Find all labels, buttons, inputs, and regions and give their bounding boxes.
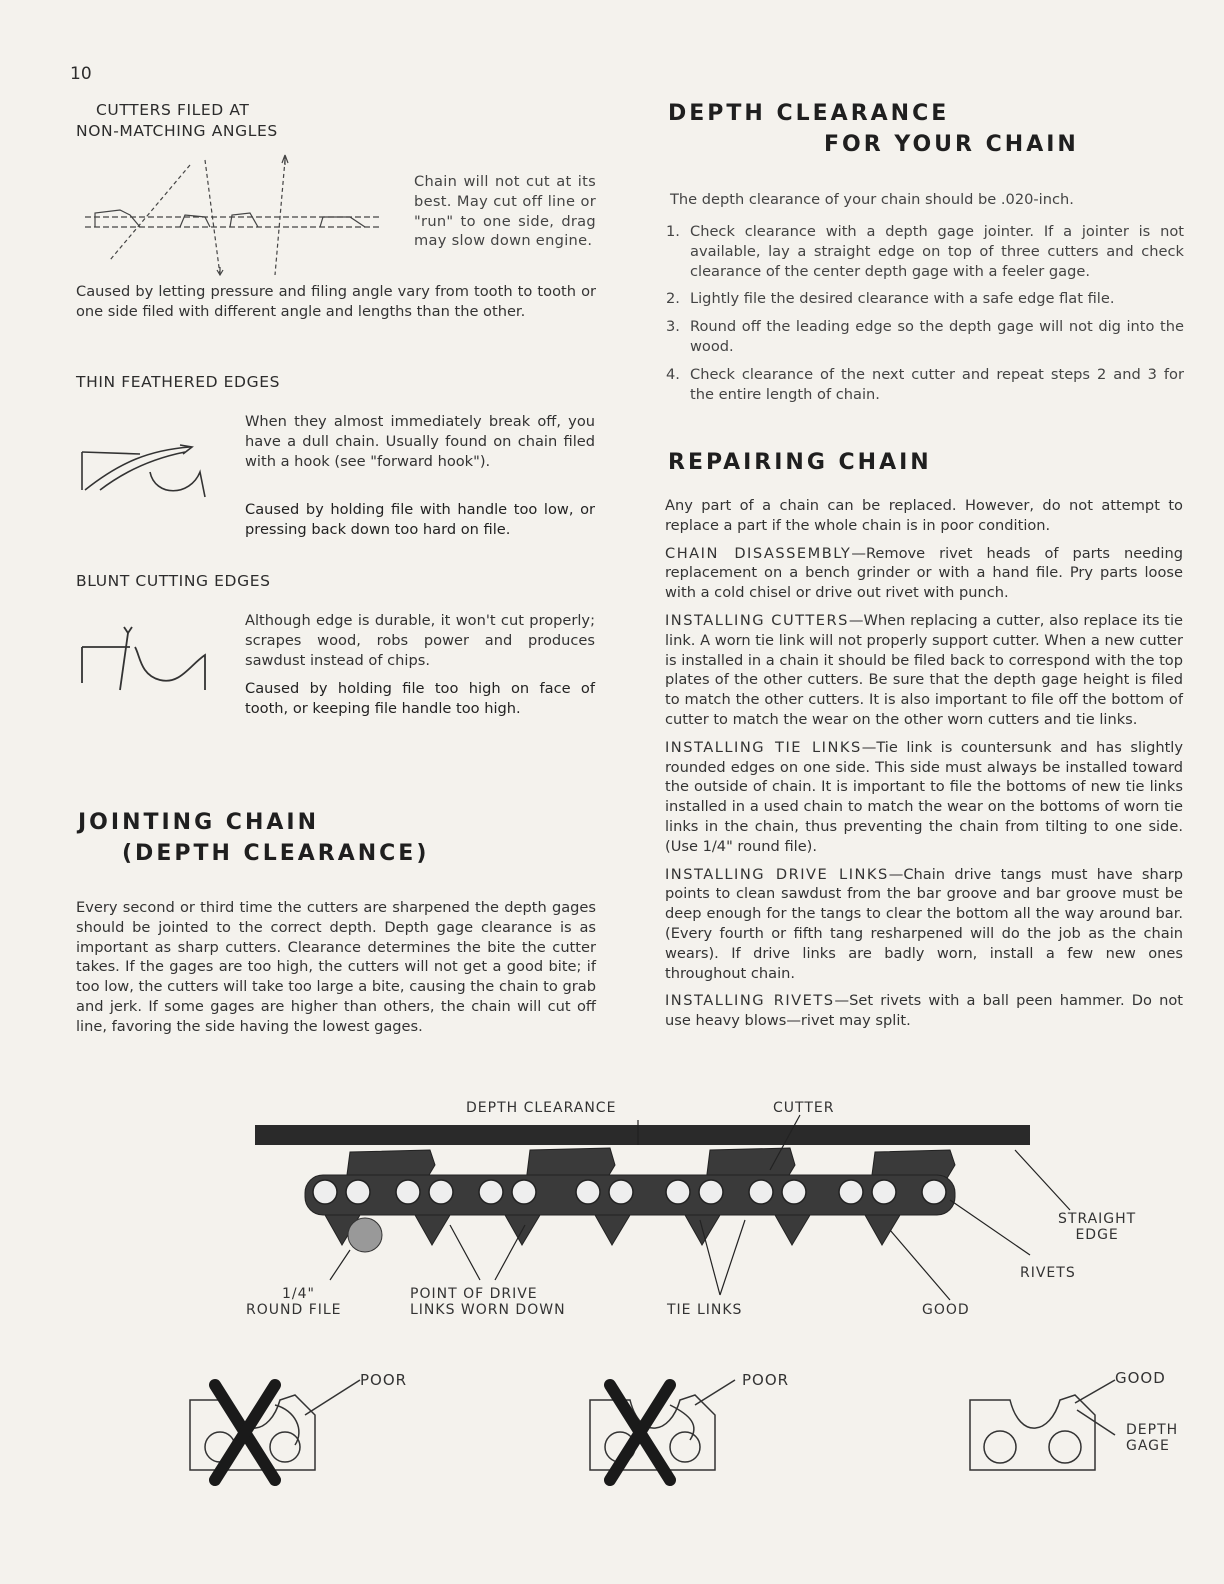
step-number: 1. (666, 223, 680, 240)
depth-step (666, 222, 1184, 281)
rivet (839, 1180, 863, 1204)
section-title-jointing-chain (78, 807, 429, 869)
rivet (576, 1180, 600, 1204)
blunt-edge-illustration (80, 625, 210, 695)
repair-item (665, 991, 1183, 1031)
step-text: Check clearance with a depth gage jointer. If a jointer is not available, lay a straight edge on top of three cutters and check clearance of the center depth gage with a feeler gage. (690, 223, 1184, 280)
repair-item (665, 611, 1183, 730)
repair-item (665, 865, 1183, 984)
chain-diagram (250, 1120, 1040, 1270)
depth-title-line-1: DEPTH CLEARANCE (668, 101, 950, 126)
title-line-1: CUTTERS FILED AT (96, 101, 250, 119)
section-title-blunt-cutting: BLUNT CUTTING EDGES (76, 572, 271, 590)
page-number: 10 (70, 64, 92, 84)
label-rivets: RIVETS (1020, 1265, 1076, 1281)
round-file-section (348, 1218, 382, 1252)
repair-item-head: INSTALLING TIE LINKS (665, 738, 862, 756)
repair-item-text: —When replacing a cutter, also replace its tie link. A worn tie link will not properly support cutter. When a new cutter is installed in a chain it should be filed back to correspond with the top plates of the other cutters. Be sure that the depth gage height is filed to match the other cutters. It is also important to file off the bottom of cutter to match the wear on the other worn cutters and tie links. (665, 611, 1183, 728)
step-text: Round off the leading edge so the depth gage will not dig into the wood. (690, 318, 1184, 355)
label-depth: DEPTH (1126, 1422, 1179, 1438)
label-depth-clearance: DEPTH CLEARANCE (466, 1100, 617, 1116)
label-straight-edge (1058, 1211, 1136, 1243)
rivet (699, 1180, 723, 1204)
rivet (429, 1180, 453, 1204)
title-line-2: NON-MATCHING ANGLES (76, 122, 278, 140)
label-good: GOOD (922, 1302, 970, 1318)
depth-title-line-2: FOR YOUR CHAIN (824, 132, 1079, 157)
non-matching-effect-text: Chain will not cut at its best. May cut off line or "run" to one side, drag may slow down engine. (414, 173, 596, 250)
repair-item-head: INSTALLING RIVETS (665, 992, 835, 1010)
jointing-title-line-2: (DEPTH CLEARANCE) (122, 841, 430, 866)
step-number: 2. (666, 290, 680, 308)
jointing-text: Every second or third time the cutters are sharpened the depth gages should be jointed to the correct depth. Depth gage clearance is as important as sharp cutters. Clearance determines the bite the cutter takes. If the gages are too high, the cutters will not get a good bite; if too low, the cutters will take too large a bite, causing the chain to grab and jerk. If some gages are higher than others, the chain will cut off line, favoring the side having the lowest gages. (76, 899, 596, 1035)
rivet (782, 1180, 806, 1204)
repair-item-head: INSTALLING DRIVE LINKS (665, 865, 889, 883)
depth-step (666, 365, 1184, 405)
rivet (479, 1180, 503, 1204)
label-point-of-drive (410, 1286, 566, 1318)
repair-section (665, 496, 1183, 1039)
repair-item-text: —Chain drive tangs must have sharp points to clean sawdust from the bar groove and bar groove must be deep enough for the tangs to clear the bottom all the way around bar. (Every fourth or fifth tang resharpened will do the job as the chain wears). If drive links are badly worn, install a few new ones throughout chain. (665, 865, 1183, 982)
label-quarter: 1/4" (282, 1286, 315, 1302)
non-matching-angles-illustration (80, 155, 400, 280)
depth-step (666, 317, 1184, 357)
rivet (922, 1180, 946, 1204)
repair-item-text: —Remove rivet heads of parts needing replacement on a bench grinder or with a hand file. Pry parts loose with a cold chisel or drive out rivet with punch. (665, 544, 1183, 602)
blunt-cause-text: Caused by holding file too high on face of tooth, or keeping file handle too high. (245, 680, 595, 717)
label-edge: EDGE (1075, 1227, 1119, 1243)
label-round-file (246, 1286, 342, 1318)
rivet (872, 1180, 896, 1204)
label-gage: GAGE (1126, 1438, 1170, 1454)
step-number: 4. (666, 365, 680, 383)
label-poor-1: POOR (360, 1371, 408, 1389)
repair-intro: Any part of a chain can be replaced. However, do not attempt to replace a part if the whole chain is in poor condition. (665, 497, 1183, 534)
poor-example-2 (585, 1375, 775, 1485)
blunt-effect-text: Although edge is durable, it won't cut properly; scrapes wood, robs power and produces sawdust instead of chips. (245, 612, 595, 669)
label-point-of-drive-line1: POINT OF DRIVE (410, 1286, 538, 1302)
feathered-effect-text: When they almost immediately break off, you have a dull chain. Usually found on chain filed with a hook (see "forward hook"). (245, 413, 595, 470)
label-round-file-text: ROUND FILE (246, 1302, 342, 1318)
drive-tang (775, 1215, 810, 1245)
label-cutter: CUTTER (773, 1100, 835, 1116)
step-text: Check clearance of the next cutter and repeat steps 2 and 3 for the entire length of chain. (690, 365, 1184, 403)
section-title-depth-clearance (668, 98, 1079, 160)
repair-item-head: CHAIN DISASSEMBLY (665, 544, 852, 562)
label-point-of-drive-line2: LINKS WORN DOWN (410, 1302, 566, 1318)
step-number: 3. (666, 318, 680, 336)
drive-tang (415, 1215, 450, 1245)
drive-tang (595, 1215, 630, 1245)
rivet (346, 1180, 370, 1204)
feathered-cause-text: Caused by holding file with handle too low, or pressing back down too hard on file. (245, 501, 595, 538)
repair-item-text: —Set rivets with a ball peen hammer. Do not use heavy blows—rivet may split. (665, 992, 1183, 1030)
depth-steps-list (666, 222, 1184, 412)
repair-item-text: —Tie link is countersunk and has slightly rounded edges on one side. This side must always be installed toward the outside of chain. It is important to file the bottoms of new tie links installed in a used chain to match the wear on the bottoms of worn tie links in the chain, thus preventing the chain from tilting to one side. (Use 1/4" round file). (665, 738, 1183, 855)
feathered-edge-illustration (80, 442, 210, 502)
repair-item-head: INSTALLING CUTTERS (665, 611, 849, 629)
rivet (749, 1180, 773, 1204)
step-text: Lightly file the desired clearance with a safe edge flat file. (690, 290, 1115, 308)
rivet (512, 1180, 536, 1204)
rivet (396, 1180, 420, 1204)
drive-tang (865, 1215, 900, 1245)
rivet (609, 1180, 633, 1204)
section-title-cutters-non-matching (76, 100, 376, 142)
rivet (313, 1180, 337, 1204)
label-poor-2: POOR (742, 1371, 790, 1389)
depth-step (666, 289, 1184, 309)
non-matching-cause-text: Caused by letting pressure and filing angle vary from tooth to tooth or one side filed with different angle and lengths than the other. (76, 283, 596, 320)
section-title-thin-feathered: THIN FEATHERED EDGES (76, 373, 281, 391)
repair-item (665, 544, 1183, 603)
section-title-repairing-chain: REPAIRING CHAIN (668, 450, 932, 475)
label-good-bottom: GOOD (1115, 1369, 1166, 1387)
label-straight: STRAIGHT (1058, 1211, 1137, 1227)
label-tie-links: TIE LINKS (667, 1302, 743, 1318)
label-depth-gage (1126, 1422, 1178, 1454)
rivet (666, 1180, 690, 1204)
straight-edge-bar (255, 1125, 1030, 1145)
poor-example-1 (185, 1375, 375, 1485)
repair-item (665, 738, 1183, 857)
jointing-title-line-1: JOINTING CHAIN (78, 810, 319, 835)
depth-intro: The depth clearance of your chain should be .020-inch. (670, 191, 1074, 208)
